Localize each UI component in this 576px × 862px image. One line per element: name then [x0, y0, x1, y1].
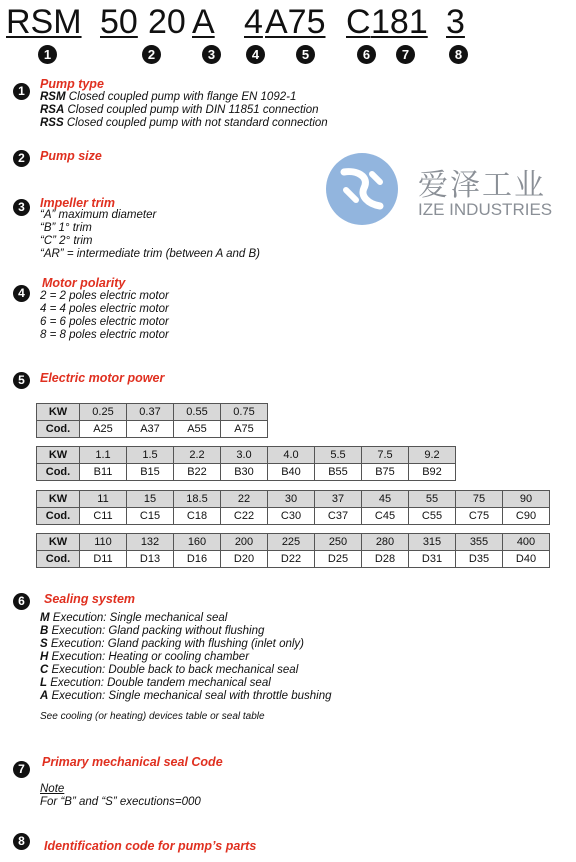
cod-cell: C45 — [362, 508, 409, 525]
impeller-trim-line: “C” 2° trim — [40, 235, 93, 247]
watermark-english: IZE INDUSTRIES — [418, 200, 553, 219]
header-badge-2: 2 — [142, 45, 161, 64]
kw-row — [37, 534, 550, 551]
section-badge-1: 1 — [13, 83, 30, 100]
code-primary-seal: 181 — [371, 3, 428, 41]
cod-row — [37, 508, 550, 525]
sealing-line: C Execution: Double back to back mechanical seal — [40, 664, 299, 676]
kw-cell: 2.2 — [174, 447, 221, 464]
cod-cell: D16 — [174, 551, 221, 568]
motor-polarity-title: Motor polarity — [42, 276, 126, 290]
sealing-line: B Execution: Gland packing without flushing — [40, 625, 265, 637]
kw-cell: 0.55 — [174, 404, 221, 421]
pump-size-title: Pump size — [40, 149, 102, 163]
impeller-trim-title: Impeller trim — [40, 196, 116, 210]
cod-cell: C30 — [268, 508, 315, 525]
kw-label: KW — [37, 534, 80, 551]
cod-cell: D31 — [409, 551, 456, 568]
kw-cell: 22 — [221, 491, 268, 508]
sealing-line: M Execution: Single mechanical seal — [40, 612, 228, 624]
kw-cell: 110 — [80, 534, 127, 551]
sealing-line: S Execution: Gland packing with flushing (inlet only) — [40, 638, 305, 650]
section-badge-8: 8 — [13, 833, 30, 850]
watermark-logo — [316, 150, 408, 233]
code-identification: 3 — [446, 3, 465, 41]
cod-cell: C75 — [456, 508, 503, 525]
section-badge-7: 7 — [13, 761, 30, 778]
cod-cell: C55 — [409, 508, 456, 525]
kw-cell: 18.5 — [174, 491, 221, 508]
motor-polarity-line: 2 = 2 poles electric motor — [40, 290, 169, 302]
cod-cell: C11 — [80, 508, 127, 525]
code-motor-polarity: 4 — [244, 3, 263, 41]
kw-cell: 9.2 — [409, 447, 456, 464]
pump-type-line: RSS Closed coupled pump with not standard connection — [40, 117, 328, 129]
power-table-d — [36, 533, 550, 568]
kw-cell: 225 — [268, 534, 315, 551]
cod-cell: D22 — [268, 551, 315, 568]
motor-polarity-line: 6 = 6 poles electric motor — [40, 316, 169, 328]
kw-cell: 37 — [315, 491, 362, 508]
kw-cell: 0.25 — [80, 404, 127, 421]
primary-seal-title: Primary mechanical seal Code — [42, 755, 223, 769]
motor-power-title: Electric motor power — [40, 371, 165, 385]
kw-cell: 355 — [456, 534, 503, 551]
kw-cell: 1.5 — [127, 447, 174, 464]
header-badge-8: 8 — [449, 45, 468, 64]
header-badge-7: 7 — [396, 45, 415, 64]
kw-row — [37, 447, 456, 464]
kw-cell: 15 — [127, 491, 174, 508]
kw-cell: 3.0 — [221, 447, 268, 464]
impeller-trim-line: “B” 1° trim — [40, 222, 92, 234]
cod-cell: D28 — [362, 551, 409, 568]
cod-cell: A37 — [127, 421, 174, 438]
cod-cell: B22 — [174, 464, 221, 481]
cod-cell: D40 — [503, 551, 550, 568]
cod-label: Cod. — [37, 508, 80, 525]
header-badge-6: 6 — [357, 45, 376, 64]
kw-cell: 4.0 — [268, 447, 315, 464]
kw-cell: 0.75 — [221, 404, 268, 421]
cod-cell: D20 — [221, 551, 268, 568]
cod-label: Cod. — [37, 464, 80, 481]
cod-cell: C90 — [503, 508, 550, 525]
kw-cell: 30 — [268, 491, 315, 508]
cod-cell: A75 — [221, 421, 268, 438]
kw-cell: 1.1 — [80, 447, 127, 464]
header-badge-3: 3 — [202, 45, 221, 64]
kw-cell: 200 — [221, 534, 268, 551]
section-badge-3: 3 — [13, 199, 30, 216]
kw-cell: 45 — [362, 491, 409, 508]
cod-cell: A25 — [80, 421, 127, 438]
cod-label: Cod. — [37, 421, 80, 438]
pump-type-title: Pump type — [40, 77, 104, 91]
cod-cell: D13 — [127, 551, 174, 568]
kw-cell: 5.5 — [315, 447, 362, 464]
cod-cell: D11 — [80, 551, 127, 568]
cod-cell: D35 — [456, 551, 503, 568]
kw-label: KW — [37, 404, 80, 421]
kw-cell: 315 — [409, 534, 456, 551]
kw-cell: 400 — [503, 534, 550, 551]
code-motor-power: A75 — [265, 3, 326, 41]
cod-cell: B15 — [127, 464, 174, 481]
power-table-c — [36, 490, 550, 525]
cod-cell: B92 — [409, 464, 456, 481]
section-badge-2: 2 — [13, 150, 30, 167]
kw-label: KW — [37, 447, 80, 464]
kw-cell: 0.37 — [127, 404, 174, 421]
watermark-chinese: 爱泽工业 — [418, 169, 546, 202]
motor-polarity-line: 4 = 4 poles electric motor — [40, 303, 169, 315]
kw-cell: 7.5 — [362, 447, 409, 464]
cod-cell: B40 — [268, 464, 315, 481]
cod-row — [37, 421, 268, 438]
pump-type-line: RSA Closed coupled pump with DIN 11851 connection — [40, 104, 319, 116]
header-badge-1: 1 — [38, 45, 57, 64]
motor-polarity-line: 8 = 8 poles electric motor — [40, 329, 169, 341]
cod-cell: C18 — [174, 508, 221, 525]
cod-cell: B11 — [80, 464, 127, 481]
code-impeller-trim: A — [192, 3, 215, 41]
section-badge-5: 5 — [13, 372, 30, 389]
kw-row — [37, 491, 550, 508]
primary-seal-note-text: For “B” and “S” executions=000 — [40, 796, 201, 808]
header-badge-5: 5 — [296, 45, 315, 64]
code-pump-size-a: 50 — [100, 3, 138, 41]
code-sealing: C — [346, 3, 371, 41]
sealing-note: See cooling (or heating) devices table or seal table — [40, 711, 265, 722]
section-badge-6: 6 — [13, 593, 30, 610]
impeller-trim-line: “A” maximum diameter — [40, 209, 157, 221]
power-table-a — [36, 403, 268, 438]
sealing-line: A Execution: Single mechanical seal with throttle bushing — [40, 690, 332, 702]
cod-cell: C37 — [315, 508, 362, 525]
kw-cell: 280 — [362, 534, 409, 551]
sealing-line: H Execution: Heating or cooling chamber — [40, 651, 250, 663]
kw-cell: 132 — [127, 534, 174, 551]
primary-seal-note-label: Note — [40, 783, 65, 795]
cod-cell: C22 — [221, 508, 268, 525]
kw-cell: 90 — [503, 491, 550, 508]
kw-row — [37, 404, 268, 421]
section-badge-4: 4 — [13, 285, 30, 302]
kw-label: KW — [37, 491, 80, 508]
ize-logo-icon — [316, 150, 408, 228]
sealing-line: L Execution: Double tandem mechanical seal — [40, 677, 271, 689]
cod-row — [37, 551, 550, 568]
cod-cell: B75 — [362, 464, 409, 481]
header-badge-4: 4 — [246, 45, 265, 64]
kw-cell: 11 — [80, 491, 127, 508]
power-table-b — [36, 446, 456, 481]
cod-cell: C15 — [127, 508, 174, 525]
cod-cell: B30 — [221, 464, 268, 481]
identification-title: Identification code for pump’s parts — [44, 839, 257, 853]
cod-cell: B55 — [315, 464, 362, 481]
kw-cell: 75 — [456, 491, 503, 508]
impeller-trim-line: “AR” = intermediate trim (between A and B) — [40, 248, 260, 260]
sealing-title: Sealing system — [44, 592, 136, 606]
kw-cell: 55 — [409, 491, 456, 508]
cod-row — [37, 464, 456, 481]
code-pump-type: RSM — [6, 3, 82, 41]
cod-cell: A55 — [174, 421, 221, 438]
cod-cell: D25 — [315, 551, 362, 568]
code-pump-size-b: 20 — [148, 3, 186, 41]
pump-type-line: RSM Closed coupled pump with flange EN 1092-1 — [40, 91, 297, 103]
kw-cell: 250 — [315, 534, 362, 551]
cod-label: Cod. — [37, 551, 80, 568]
kw-cell: 160 — [174, 534, 221, 551]
